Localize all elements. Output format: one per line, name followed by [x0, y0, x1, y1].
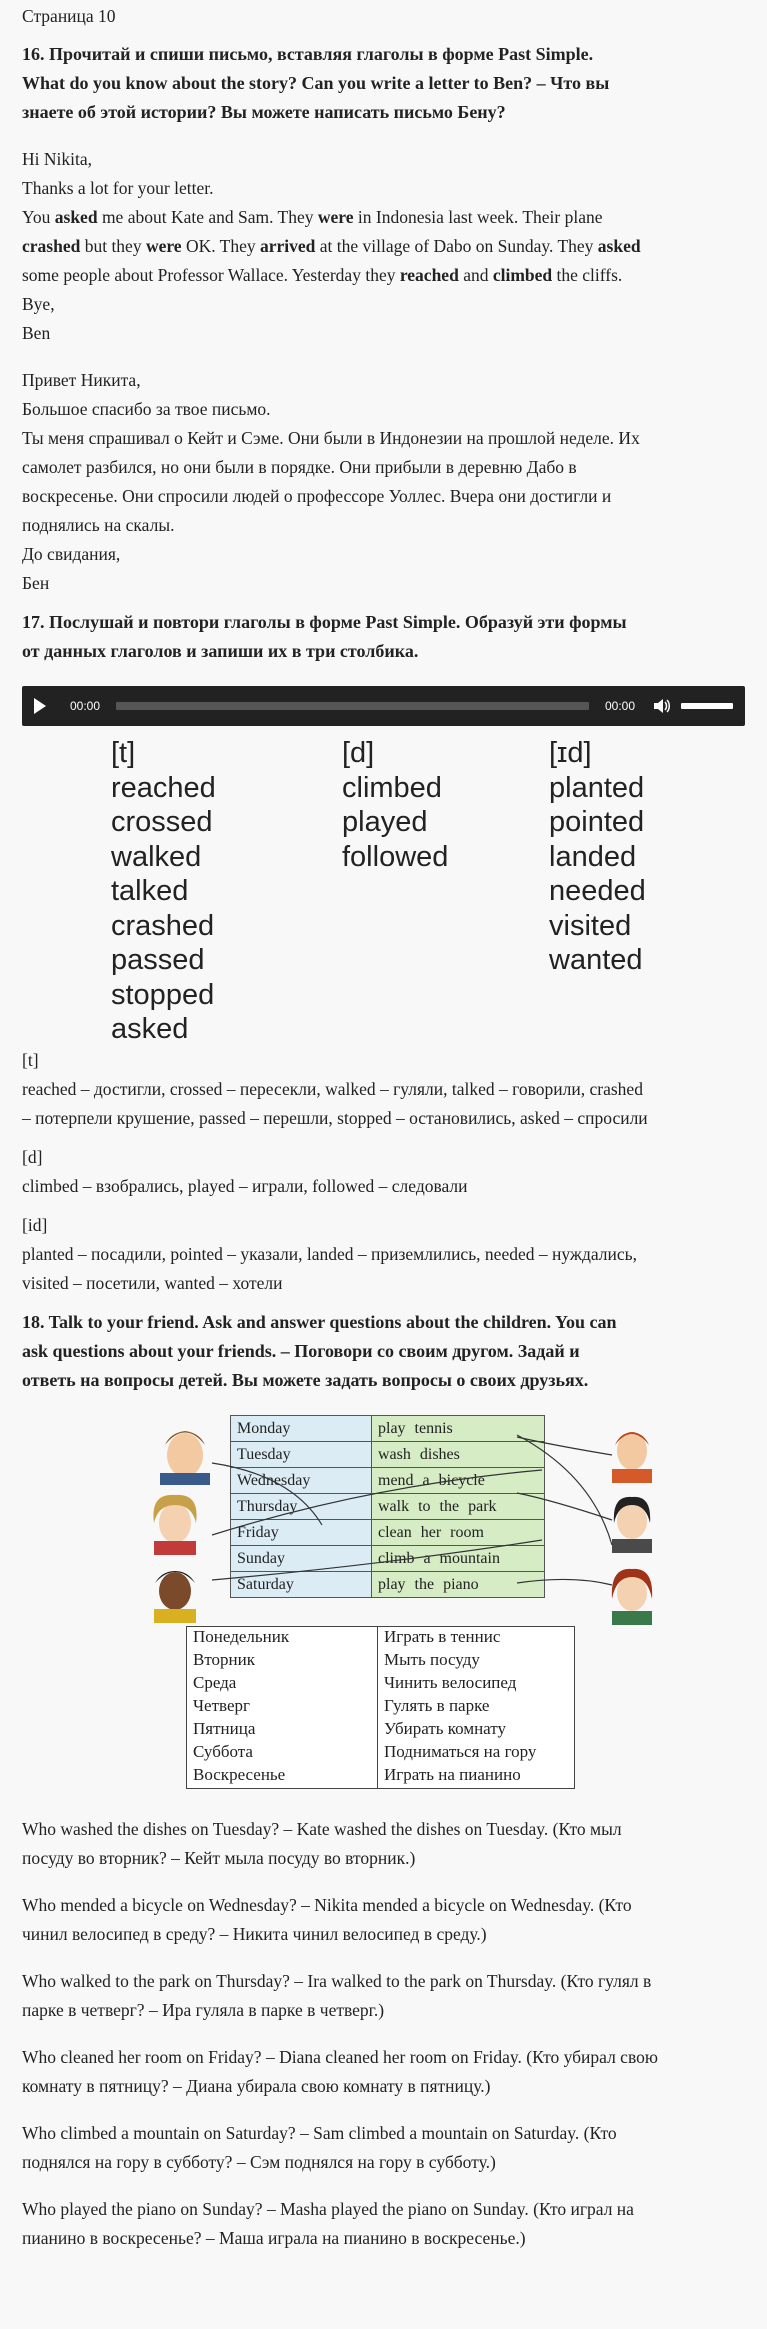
verb: passed: [111, 944, 205, 976]
verb: stopped: [111, 978, 215, 1011]
column-head: [d]: [342, 737, 375, 769]
verb: talked: [111, 875, 189, 907]
letter-ru-line: До свидания,: [22, 544, 121, 564]
activity-cell: walk to the park: [372, 1494, 545, 1520]
group-line: visited – посетили, wanted – хотели: [22, 1273, 283, 1293]
day-cell: Вторник: [187, 1650, 378, 1673]
ex18-title: [22, 1308, 745, 1395]
activity-cell: clean her room: [372, 1520, 545, 1546]
letter-line: crashed but they were OK. They arrived at the village of Dabo on Sunday. They asked: [22, 236, 641, 256]
column-head: [ɪd]: [549, 737, 592, 769]
verb: played: [342, 806, 428, 838]
schedule-row: [187, 1650, 575, 1673]
ex17-answers: [22, 1046, 745, 1298]
qa-item: [22, 1891, 745, 1949]
day-cell: Среда: [187, 1673, 378, 1696]
qa-item: [22, 2043, 745, 2101]
audio-current-time: 00:00: [70, 699, 101, 713]
activity-cell: Убирать комнату: [378, 1719, 575, 1742]
day-cell: Sunday: [231, 1546, 372, 1572]
group-line: planted – посадили, pointed – указали, landed – приземлились, needed – нуждались,: [22, 1244, 638, 1264]
audio-player: [22, 686, 745, 726]
verb: landed: [549, 840, 637, 873]
day-cell: Воскресенье: [187, 1765, 378, 1789]
qa-line: Who climbed a mountain on Saturday? – Sam climbed a mountain on Saturday. (Кто: [22, 2123, 617, 2143]
audio-duration: 00:00: [604, 699, 635, 713]
volume-icon[interactable]: [653, 698, 671, 714]
activity-cell: wash dishes: [372, 1442, 545, 1468]
letter-thanks: Thanks a lot for your letter.: [22, 178, 214, 198]
day-cell: Пятница: [187, 1719, 378, 1742]
schedule-row: [187, 1765, 575, 1789]
group-line: – потерпели крушение, passed – перешли, stopped – остановились, asked – спросили: [22, 1108, 648, 1128]
day-cell: Понедельник: [187, 1627, 378, 1651]
qa-line: Who walked to the park on Thursday? – Ira walked to the park on Thursday. (Кто гулял в: [22, 1971, 652, 1991]
letter-ru-line: Привет Никита,: [22, 370, 141, 390]
verb: visited: [549, 909, 632, 942]
letter-ru-line: самолет разбился, но они были в порядке. Они прибыли в деревню Дабо в: [22, 457, 577, 477]
day-cell: Tuesday: [231, 1442, 372, 1468]
schedule-row: [187, 1673, 575, 1696]
column-d: [342, 736, 448, 874]
day-cell: Monday: [231, 1416, 372, 1442]
qa-line: Who played the piano on Sunday? – Masha played the piano on Sunday. (Кто играл на: [22, 2199, 634, 2219]
letter-ru-line: Бен: [22, 573, 50, 593]
qa-line: комнату в пятницу? – Диана убирала свою комнату в пятницу.): [22, 2076, 491, 2096]
qa-item: [22, 2119, 745, 2177]
ex16-letter-ru: [22, 366, 745, 598]
qa-line: посуду во вторник? – Кейт мыла посуду во вторник.): [22, 1848, 416, 1868]
ex18-title-line: ask questions about your friends. – Поговори со своим другом. Задай и: [22, 1341, 580, 1361]
letter-sign: Ben: [22, 323, 51, 343]
ex16-title-line: знаете об этой истории? Вы можете написать письмо Бену?: [22, 102, 506, 122]
volume-slider[interactable]: [681, 703, 733, 709]
play-icon[interactable]: [34, 698, 46, 714]
activity-cell: Подниматься на гору: [378, 1742, 575, 1765]
qa-line: чинил велосипед в среду? – Никита чинил велосипед в среду.): [22, 1924, 487, 1944]
schedule-illustration: [22, 1415, 745, 1815]
connector-lines: [172, 1415, 652, 1625]
ex17-title-line: от данных глаголов и запиши их в три столбика.: [22, 641, 419, 661]
phonetic-columns: [22, 726, 745, 1046]
activity-cell: Чинить велосипед: [378, 1673, 575, 1696]
letter-ru-line: Большое спасибо за твое письмо.: [22, 399, 271, 419]
activity-cell: Играть на пианино: [378, 1765, 575, 1789]
schedule-row: [187, 1719, 575, 1742]
column-id: [549, 736, 646, 978]
ex18-title-line: 18. Talk to your friend. Ask and answer questions about the children. You can: [22, 1312, 617, 1332]
letter-line: some people about Professor Wallace. Yesterday they reached and climbed the cliffs.: [22, 265, 623, 285]
page-number: Страница 10: [22, 6, 116, 26]
letter-line: You asked me about Kate and Sam. They were in Indonesia last week. Their plane: [22, 207, 603, 227]
letter-ru-line: поднялись на скалы.: [22, 515, 175, 535]
audio-progress-bar[interactable]: [116, 702, 589, 710]
qa-line: поднялся на гору в субботу? – Сэм поднялся на гору в субботу.): [22, 2152, 496, 2172]
verb: crossed: [111, 806, 213, 838]
schedule-row: [187, 1742, 575, 1765]
verb: walked: [111, 840, 202, 873]
group-head: [t]: [22, 1050, 39, 1070]
verb: planted: [549, 771, 645, 804]
activity-cell: play tennis: [372, 1416, 545, 1442]
day-cell: Суббота: [187, 1742, 378, 1765]
verb: followed: [342, 840, 449, 873]
activity-cell: mend a bicycle: [372, 1468, 545, 1494]
activity-cell: Мыть посуду: [378, 1650, 575, 1673]
qa-line: парке в четверг? – Ира гуляла в парке в четверг.): [22, 2000, 385, 2020]
qa-line: Who mended a bicycle on Wednesday? – Nikita mended a bicycle on Wednesday. (Кто: [22, 1895, 632, 1915]
ex16-letter-en: [22, 145, 745, 348]
schedule-row: [187, 1696, 575, 1719]
day-cell: Thursday: [231, 1494, 372, 1520]
ex17-title: [22, 608, 745, 666]
column-t: [111, 736, 216, 1047]
qa-item: [22, 1815, 745, 1873]
qa-item: [22, 1967, 745, 2025]
letter-ru-line: воскресенье. Они спросили людей о профессоре Уоллес. Вчера они достигли и: [22, 486, 612, 506]
schedule-row: [187, 1627, 575, 1651]
day-cell: Friday: [231, 1520, 372, 1546]
ex16-title-line: 16. Прочитай и спиши письмо, вставляя глаголы в форме Past Simple.: [22, 44, 594, 64]
day-cell: Saturday: [231, 1572, 372, 1598]
ex18-title-line: ответь на вопросы детей. Вы можете задать вопросы о своих друзьях.: [22, 1370, 589, 1390]
verb: reached: [111, 771, 216, 804]
qa-line: Who washed the dishes on Tuesday? – Kate washed the dishes on Tuesday. (Кто мыл: [22, 1819, 622, 1839]
qa-item: [22, 2195, 745, 2253]
verb: climbed: [342, 771, 442, 804]
activity-cell: climb a mountain: [372, 1546, 545, 1572]
day-cell: Четверг: [187, 1696, 378, 1719]
qa-line: Who cleaned her room on Friday? – Diana cleaned her room on Friday. (Кто убирал свою: [22, 2047, 658, 2067]
activity-cell: Гулять в парке: [378, 1696, 575, 1719]
letter-ru-line: Ты меня спрашивал о Кейт и Сэме. Они были в Индонезии на прошлой неделе. Их: [22, 428, 640, 448]
ex16-title-line: What do you know about the story? Can you write a letter to Ben? – Что вы: [22, 73, 610, 93]
verb: needed: [549, 875, 646, 907]
group-head: [id]: [22, 1215, 48, 1235]
activity-cell: Играть в теннис: [378, 1627, 575, 1651]
verb: wanted: [549, 944, 643, 976]
qa-line: пианино в воскресенье? – Маша играла на пианино в воскресенье.): [22, 2228, 526, 2248]
ex18-answers: [22, 1815, 745, 2253]
group-head: [d]: [22, 1147, 43, 1167]
verb: asked: [111, 1013, 189, 1045]
verb: crashed: [111, 909, 215, 942]
day-cell: Wednesday: [231, 1468, 372, 1494]
letter-greeting: Hi Nikita,: [22, 149, 92, 169]
activity-cell: play the piano: [372, 1572, 545, 1598]
ex16-title: [22, 40, 745, 127]
column-head: [t]: [111, 737, 136, 769]
verb: pointed: [549, 806, 645, 838]
group-line: reached – достигли, crossed – пересекли, walked – гуляли, talked – говорили, crashed: [22, 1079, 643, 1099]
ex17-title-line: 17. Послушай и повтори глаголы в форме Past Simple. Образуй эти формы: [22, 612, 627, 632]
group-line: climbed – взобрались, played – играли, followed – следовали: [22, 1176, 468, 1196]
letter-bye: Bye,: [22, 294, 55, 314]
schedule-table-ru: [186, 1626, 575, 1789]
